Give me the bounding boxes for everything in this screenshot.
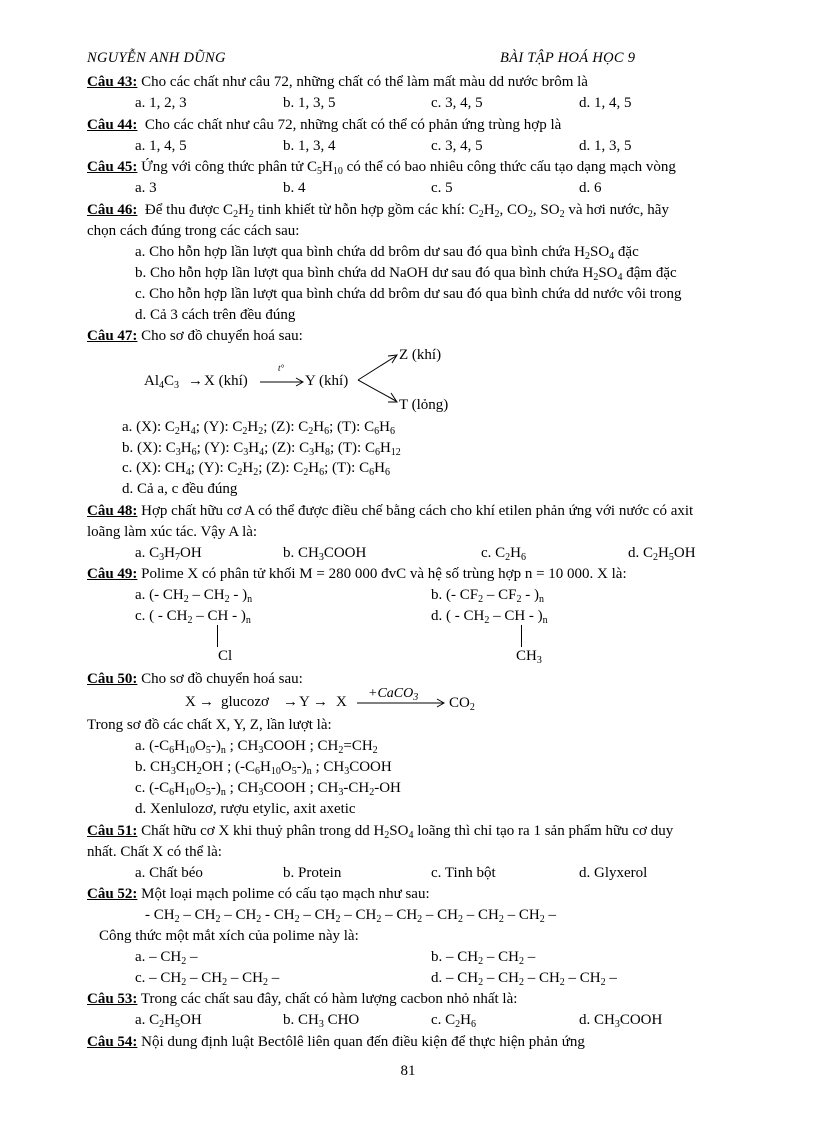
arrow-icon: → (199, 694, 214, 710)
option-c: c. ( - $CH_2$ – CH - )$_n$ (135, 608, 251, 626)
question-text: Nội dung định luật Bectôlê liên quan đến điều kiện để thực hiện phản ứng (141, 1034, 585, 1050)
question-43 (87, 73, 588, 91)
option-c: c. 5 (431, 180, 453, 196)
question-52 (87, 885, 430, 903)
scheme-glucose: glucozơ (221, 694, 269, 710)
option-d: d. $CH_3COOH$ (579, 1012, 663, 1030)
option-d: d. Glyxerol (579, 865, 648, 881)
question-label: Câu 53: (87, 991, 138, 1007)
option-a: a. (- $CH_2 - CH_2 - )_n$ (135, 587, 253, 605)
question-44 (87, 116, 561, 134)
option-c: c. $C_2H_6$ (481, 545, 527, 563)
bond-line (217, 625, 218, 647)
option-a: a. Cho hỗn hợp lần lượt qua bình chứa dd brôm dư sau đó qua bình chứa $H_2SO_4$ đặc (135, 244, 639, 262)
option-b: b. Protein (283, 865, 342, 881)
option-d: d. Cả 3 cách trên đều đúng (135, 307, 296, 323)
question-text-continued: nhất. Chất X có thể là: (87, 844, 222, 860)
substituent-cl: Cl (218, 648, 233, 664)
question-51 (87, 822, 673, 840)
arrow-icon: → (188, 373, 203, 389)
header-book-title: BÀI TẬP HOÁ HỌC 9 (500, 50, 636, 66)
option-c: c. 3, 4, 5 (431, 138, 483, 154)
question-text-continued: chọn cách đúng trong các cách sau: (87, 223, 300, 239)
option-c: c. $C_2H_6$ (431, 1012, 477, 1030)
question-text: Cho các chất như câu 72, những chất có thể làm mất màu dd nước brôm là (141, 74, 588, 90)
question-54 (87, 1033, 585, 1051)
scheme-t: T (lỏng) (399, 397, 449, 413)
option-b: b. $CH_3$ CHO (283, 1012, 360, 1030)
question-text: Ứng với công thức phân tử $C_5H_{10}$ có thể có bao nhiêu công thức cấu tạo dạng mạch vòng (141, 159, 676, 177)
question-label: Câu 45: (87, 159, 138, 175)
question-text-continued: Công thức một mắt xích của polime này là: (99, 928, 359, 944)
option-c: c. $(-C_6H_{10}O_5-)_n$ ; $CH_3COOH$ ; $CH_3-CH_2-OH$ (135, 780, 401, 798)
option-b: b. (X): $C_3H_6$; (Y): $C_3H_4$; (Z): $C_3H_8$; (T): $C_6H_{12}$ (122, 440, 401, 458)
polymer-chain: - $CH_2 - CH_2 - CH_2 - CH_2 - CH_2 - CH_2 - CH_2 - CH_2 - CH_2 - CH_2$ – (145, 907, 556, 925)
option-a: a. Chất béo (135, 865, 203, 881)
bond-line (521, 625, 522, 647)
question-label: Câu 49: (87, 566, 138, 582)
arrow-icon: → (283, 694, 298, 710)
question-text-continued: Trong sơ đồ các chất X, Y, Z, lần lượt là: (87, 717, 332, 733)
option-b: b. 4 (283, 180, 306, 196)
option-b: b. $CH_3COOH$ (283, 545, 367, 563)
option-d: d. 1, 3, 5 (579, 138, 632, 154)
option-d: d. Cả a, c đều đúng (122, 481, 238, 497)
arrow-icon: → (313, 694, 328, 710)
question-text-continued: loãng làm xúc tác. Vậy A là: (87, 524, 258, 540)
long-arrow-icon (355, 696, 447, 710)
option-d: d. 1, 4, 5 (579, 95, 632, 111)
question-text: Polime X có phân tử khối M = 280 000 đvC và hệ số trùng hợp n = 10 000. X là: (141, 566, 627, 582)
header-author: NGUYỄN ANH DŨNG (87, 50, 226, 66)
option-a: a. $C_2H_5OH$ (135, 1012, 202, 1030)
option-a: a. $(-C_6H_{10}O_5-)_n$ ; $CH_3COOH$ ; $CH_2=CH_2$ (135, 738, 378, 756)
option-a: a. $C_3H_7OH$ (135, 545, 202, 563)
scheme-start: $Al_4C_3$ (144, 373, 180, 391)
option-d: d. – $CH_2 - CH_2 - CH_2 - CH_2$ – (431, 970, 617, 988)
question-text: Cho sơ đồ chuyển hoá sau: (141, 328, 303, 344)
question-label: Câu 46: (87, 202, 138, 218)
option-b: b. 1, 3, 4 (283, 138, 336, 154)
question-50 (87, 670, 303, 688)
question-text: Cho sơ đồ chuyển hoá sau: (141, 671, 303, 687)
question-label: Câu 43: (87, 74, 138, 90)
option-d: d. $C_2H_5OH$ (628, 545, 696, 563)
scheme-condition: t° (278, 363, 285, 373)
option-a: a. 3 (135, 180, 157, 196)
question-label: Câu 52: (87, 886, 138, 902)
question-text: Chất hữu cơ X khi thuỷ phân trong dd $H_2SO_4$ loãng thì chỉ tạo ra 1 sản phẩm hữu cơ duy (141, 823, 674, 841)
question-45 (87, 158, 676, 176)
option-b: b. – $CH_2 - CH_2$ – (431, 949, 536, 967)
question-label: Câu 50: (87, 671, 138, 687)
option-c: c. Tinh bột (431, 865, 496, 881)
page-number: 81 (400, 1063, 416, 1079)
scheme-y: Y (299, 694, 310, 710)
option-a: a. – $CH_2$ – (135, 949, 198, 967)
substituent-ch3: $CH_3$ (516, 648, 542, 666)
question-text: Hợp chất hữu cơ A có thể được điều chế bằng cách cho khí etilen phản ứng với nước có axit (141, 503, 694, 519)
scheme-z: Z (khí) (399, 347, 442, 363)
question-49 (87, 565, 627, 583)
question-text: Một loại mạch polime có cấu tạo mạch như sau: (141, 886, 430, 902)
scheme-y: Y (khí) (305, 373, 349, 389)
option-a: a. 1, 4, 5 (135, 138, 187, 154)
branch-arrows-icon (356, 350, 402, 406)
option-c: c. (X): $CH_4$; (Y): $C_2H_2$; (Z): $C_2H_6$; (T): $C_6H_6$ (122, 460, 390, 478)
scheme-end: $CO_2$ (449, 695, 475, 713)
option-b: b. 1, 3, 5 (283, 95, 336, 111)
scheme-condition: +CaCO$_3$ (368, 686, 419, 703)
question-text: Trong các chất sau đây, chất có hàm lượng cacbon nhỏ nhất là: (140, 991, 518, 1007)
question-label: Câu 54: (87, 1034, 138, 1050)
question-47 (87, 327, 303, 345)
option-d: d. 6 (579, 180, 602, 196)
question-label: Câu 47: (87, 328, 138, 344)
scheme-x2: X (336, 694, 347, 710)
option-a: a. (X): $C_2H_4$; (Y): $C_2H_2$; (Z): $C_2H_6$; (T): $C_6H_6$ (122, 419, 395, 437)
option-a: a. 1, 2, 3 (135, 95, 187, 111)
question-text: Để thu được $C_2H_2$ tinh khiết từ hỗn hợp gồm các khí: $C_2H_2$, $CO_2$, $SO_2$ và hơi nước, hãy (144, 202, 669, 220)
question-label: Câu 51: (87, 823, 138, 839)
option-c: c. 3, 4, 5 (431, 95, 483, 111)
scheme-x: X (khí) (204, 373, 248, 389)
option-b: b. (- $CF_2 - CF_2 - )_n$ (431, 587, 544, 605)
question-label: Câu 48: (87, 503, 138, 519)
option-b: b. Cho hỗn hợp lần lượt qua bình chứa dd NaOH dư sau đó qua bình chứa $H_2SO_4$ đậm đặc (135, 265, 677, 283)
option-d: d. Xenlulozơ, rượu etylic, axit axetic (135, 801, 356, 817)
question-text: Cho các chất như câu 72, những chất có thể có phản ứng trùng hợp là (144, 117, 562, 133)
option-b: b. $CH_3CH_2OH$ ; $(-C_6H_{10}O_5-)_n$ ; $CH_3COOH$ (135, 759, 392, 777)
scheme-x: X (185, 694, 196, 710)
question-label: Câu 44: (87, 117, 138, 133)
question-53 (87, 990, 517, 1008)
option-c: c. – $CH_2 - CH_2 - CH_2$ – (135, 970, 280, 988)
option-d: d. ( - $CH_2$ – CH - )$_n$ (431, 608, 548, 626)
option-c: c. Cho hỗn hợp lần lượt qua bình chứa dd brôm dư sau đó qua bình chứa dd nước vôi trong (135, 286, 682, 302)
question-46 (87, 201, 669, 219)
question-48 (87, 502, 693, 520)
